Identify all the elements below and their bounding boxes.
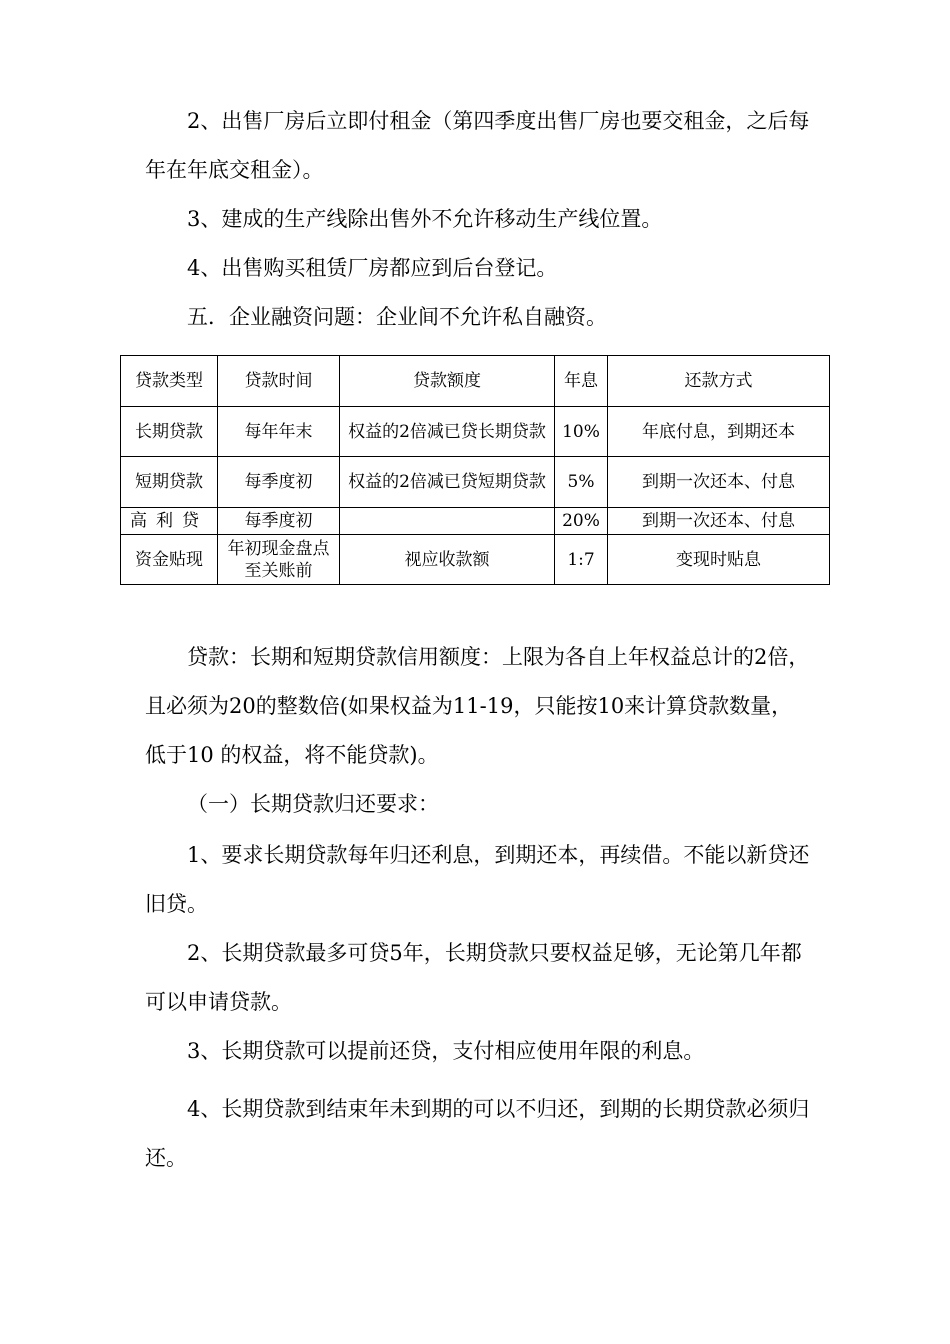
header-interest: 年息 — [555, 356, 608, 407]
table-cell: 1:7 — [555, 535, 608, 585]
paragraph-production-line: 3、建成的生产线除出售外不允许移动生产线位置。 — [187, 207, 663, 231]
table-cell: 变现时贴息 — [608, 535, 830, 585]
header-loan-type: 贷款类型 — [121, 356, 218, 407]
table-row — [121, 535, 830, 585]
loan-table — [120, 355, 830, 585]
table-row — [121, 407, 830, 457]
table-header-row — [121, 356, 830, 407]
header-repayment: 还款方式 — [608, 356, 830, 407]
table-cell: 每季度初 — [218, 457, 340, 508]
table-cell: 到期一次还本、付息 — [608, 508, 830, 535]
table-cell: 到期一次还本、付息 — [608, 457, 830, 508]
rule-item-4: 4、长期贷款到结束年未到期的可以不归还，到期的长期贷款必须归还。 — [145, 1097, 810, 1170]
paragraph-rent: 2、出售厂房后立即付租金（第四季度出售厂房也要交租金，之后每年在年底交租金）。 — [145, 109, 810, 182]
header-loan-time: 贷款时间 — [218, 356, 340, 407]
rule-item-2: 2、长期贷款最多可贷5年，长期贷款只要权益足够，无论第几年都可以申请贷款。 — [145, 941, 802, 1014]
table-cell: 年底付息，到期还本 — [608, 407, 830, 457]
table-cell: 年初现金盘点至关账前 — [218, 535, 340, 585]
table-cell: 每季度初 — [218, 508, 340, 535]
section-heading-financing: 五．企业融资问题：企业间不允许私自融资。 — [187, 305, 607, 329]
table-cell: 每年年末 — [218, 407, 340, 457]
table-cell: 10% — [555, 407, 608, 457]
table-cell: 5% — [555, 457, 608, 508]
table-cell: 视应收款额 — [340, 535, 555, 585]
table-cell: 20% — [555, 508, 608, 535]
paragraph-loan-limit: 贷款：长期和短期贷款信用额度：上限为各自上年权益总计的2倍，且必须为20的整数倍(如果权益为11-19，只能按10来计算贷款数量，低于10 的权益，将不能贷款)。 — [145, 645, 810, 767]
paragraph-registration: 4、出售购买租赁厂房都应到后台登记。 — [187, 256, 558, 280]
table-cell: 资金贴现 — [121, 535, 218, 585]
rule-item-3: 3、长期贷款可以提前还贷，支付相应使用年限的利息。 — [187, 1039, 705, 1063]
table-row — [121, 457, 830, 508]
subheading-long-term-repayment: （一）长期贷款归还要求： — [187, 792, 439, 816]
header-loan-limit: 贷款额度 — [340, 356, 555, 407]
table-cell — [340, 508, 555, 535]
rule-item-1: 1、要求长期贷款每年归还利息，到期还本，再续借。不能以新贷还旧贷。 — [145, 843, 810, 916]
table-cell: 高利贷 — [121, 508, 218, 535]
table-cell: 权益的2倍减已贷短期贷款 — [340, 457, 555, 508]
table-cell: 长期贷款 — [121, 407, 218, 457]
table-row — [121, 508, 830, 535]
table-cell: 权益的2倍减已贷长期贷款 — [340, 407, 555, 457]
table-cell: 短期贷款 — [121, 457, 218, 508]
